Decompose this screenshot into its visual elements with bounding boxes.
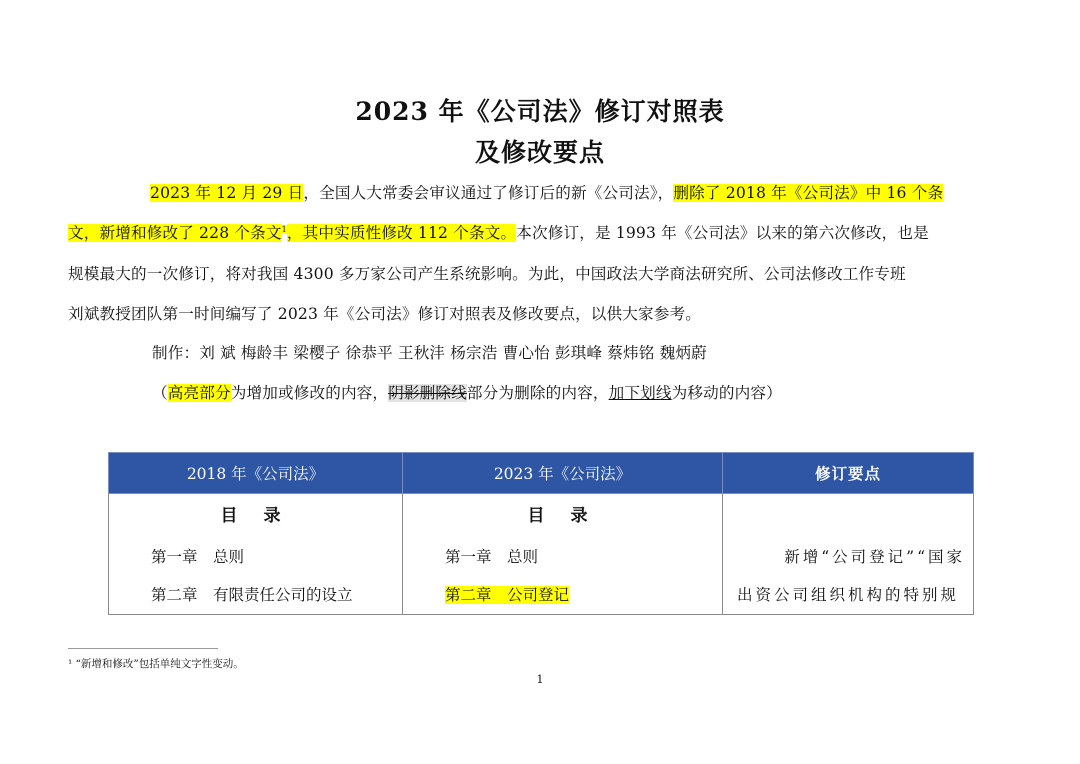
intro-line-3: 规模最大的一次修订，将对我国 4300 多万家公司产生系统影响。为此，中国政法大学商法研究所、公司法修改工作专班 bbox=[68, 265, 906, 283]
header-notes: 修订要点 bbox=[723, 453, 974, 494]
toc-heading-2023: 目 录 bbox=[527, 506, 598, 526]
chapter-1-2023: 第一章 总则 bbox=[445, 548, 539, 566]
footnote: ¹ “新增和修改”包括单纯文字性变动。 bbox=[68, 658, 244, 670]
notes-line-1: 新增“公司登记”“国家 bbox=[784, 548, 965, 566]
chapter-2-2023-highlight: 第二章 公司登记 bbox=[445, 586, 570, 604]
comparison-table bbox=[108, 452, 974, 615]
intro-highlight-date: 2023 年 12 月 29 日 bbox=[150, 184, 304, 202]
notes-spacer bbox=[723, 494, 973, 538]
notes-line-2: 出资公司组织机构的特别规 bbox=[736, 586, 959, 604]
legend-underline: 加下划线 bbox=[608, 384, 672, 402]
chapter-2-2018: 第二章 有限责任公司的设立 bbox=[151, 586, 353, 604]
table-row bbox=[109, 494, 974, 615]
legend-shadow-strikethrough: 阴影删除线 bbox=[388, 384, 467, 402]
chapter-2-2023 bbox=[403, 576, 722, 614]
authors-line: 制作：刘 斌 梅龄丰 梁樱子 徐恭平 王秋沣 杨宗浩 曹心怡 彭琪峰 蔡炜铭 魏炳蔚 bbox=[152, 344, 707, 362]
toc-heading-2018: 目 录 bbox=[220, 506, 291, 526]
intro-line-1 bbox=[150, 183, 1012, 203]
cell-2018 bbox=[109, 494, 403, 615]
legend-highlight: 高亮部分 bbox=[167, 384, 231, 402]
page-number: 1 bbox=[536, 673, 544, 686]
legend-line bbox=[152, 383, 1080, 403]
legend-text-3: 为移动的内容） bbox=[671, 384, 782, 402]
document-subtitle: 及修改要点 bbox=[474, 138, 605, 167]
legend-text-1: 为增加或修改的内容， bbox=[230, 384, 389, 402]
intro-highlight-substantive: ，其中实质性修改 112 个条文。 bbox=[286, 224, 517, 242]
intro-highlight-deleted: 删除了 2018 年《公司法》中 16 个条 bbox=[673, 184, 944, 202]
intro-text-2: 本次修订，是 1993 年《公司法》以来的第六次修改，也是 bbox=[516, 224, 929, 242]
table-header-row bbox=[109, 453, 974, 494]
document-title: 2023 年《公司法》修订对照表 bbox=[355, 97, 725, 126]
header-2018: 2018 年《公司法》 bbox=[109, 453, 403, 494]
legend-open: （ bbox=[152, 384, 168, 402]
footnote-divider bbox=[68, 648, 218, 649]
chapter-1-2018: 第一章 总则 bbox=[151, 548, 245, 566]
intro-text-1: ，全国人大常委会审议通过了修订后的新《公司法》， bbox=[303, 184, 674, 202]
cell-notes bbox=[723, 494, 974, 615]
intro-highlight-added: 文，新增和修改了 228 个条文 bbox=[68, 224, 282, 242]
footnote-ref[interactable]: 1 bbox=[281, 224, 287, 234]
cell-2023 bbox=[403, 494, 723, 615]
intro-line-2 bbox=[68, 223, 1012, 243]
intro-line-4: 刘斌教授团队第一时间编写了 2023 年《公司法》修订对照表及修改要点，以供大家参考。 bbox=[68, 305, 702, 323]
legend-text-2: 部分为删除的内容， bbox=[466, 384, 609, 402]
header-2023: 2023 年《公司法》 bbox=[403, 453, 723, 494]
